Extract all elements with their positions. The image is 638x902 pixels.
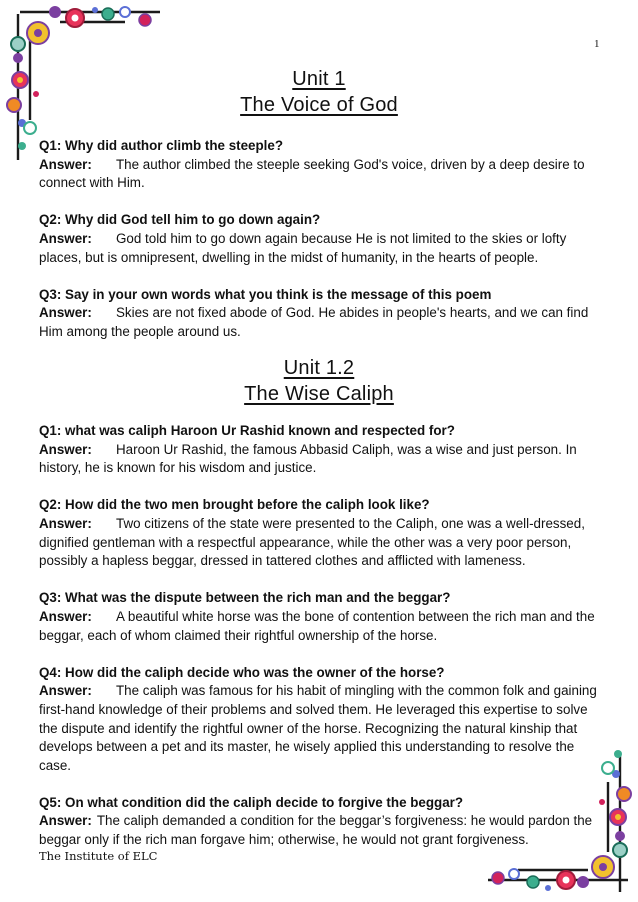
answer (39, 441, 599, 478)
answer-text: Skies are not fixed abode of God. He abides in people's hearts, and we can find Him among the people around us. (39, 305, 589, 339)
answer-label: Answer: (39, 156, 92, 172)
question: Q3: What was the dispute between the rich man and the beggar? (39, 590, 451, 606)
question: Q2: Why did God tell him to go down again? (39, 212, 321, 228)
qa-item (39, 137, 599, 193)
qa-item (39, 664, 599, 776)
answer-label: Answer: (39, 813, 92, 829)
answer-label: Answer: (39, 683, 92, 699)
answer-text: God told him to go down again because He is not limited to the skies or lofty places, but is omnipresent, dwelling in the midst of humanity, in the hearts of people. (39, 230, 567, 265)
answer-label: Answer: (39, 230, 92, 246)
unit1-title: The Voice of God (240, 94, 398, 116)
unit2-title: The Wise Caliph (244, 383, 394, 405)
answer-label: Answer: (39, 608, 92, 624)
unit1-qa-section (39, 137, 599, 360)
answer (39, 304, 599, 341)
answer-label: Answer: (39, 305, 92, 321)
question: Q4: How did the caliph decide who was the owner of the horse? (39, 664, 445, 680)
qa-item (39, 794, 599, 850)
page-number: 1 (594, 38, 600, 50)
question: Q2: How did the two men brought before the caliph look like? (39, 497, 430, 513)
question: Q5: On what condition did the caliph decide to forgive the beggar? (39, 794, 464, 810)
qa-item (39, 422, 599, 478)
answer-label: Answer: (39, 441, 92, 457)
answer-text: The caliph demanded a condition for the beggar’s forgiveness: he would pardon the beggar only if the rich man forgave him; otherwise, he would not grant forgiveness. (39, 813, 593, 848)
unit2-heading (0, 355, 638, 407)
unit2-number: Unit 1.2 (283, 357, 355, 379)
answer (39, 608, 599, 645)
footer-institute: The Institute of ELC (39, 849, 158, 863)
question: Q1: Why did author climb the steeple? (39, 138, 284, 153)
qa-item (39, 496, 599, 570)
qa-item (39, 286, 599, 342)
answer-label: Answer: (39, 515, 92, 531)
answer (39, 230, 599, 267)
answer (39, 682, 599, 775)
answer (39, 515, 599, 571)
qa-item (39, 589, 599, 645)
answer (39, 812, 599, 849)
qa-item (39, 211, 599, 267)
unit1-heading (0, 66, 638, 118)
answer-text: Two citizens of the state were presented to the Caliph, one was a well-dressed, dignified gentleman with a respectful appearance, while the other was a very poor person, possibly a hapless beggar, dressed in tattered clothes and afflicted with lameness. (39, 515, 585, 569)
unit2-qa-section (39, 422, 599, 868)
answer-text: A beautiful white horse was the bone of contention between the rich man and the beggar, each of whom claimed their rightful ownership of the horse. (39, 608, 595, 643)
answer-text: The caliph was famous for his habit of mingling with the common folk and gaining first-hand knowledge of their problems and solved them. He leveraged this expertise to solve the dispute and identify the rightful owner of the horse. Recognizing the natural kinship that develops between a pet and its master, he wisely applied this understanding to resolve the case. (39, 683, 597, 773)
answer (39, 156, 599, 193)
unit1-number: Unit 1 (292, 68, 346, 90)
answer-text: The author climbed the steeple seeking God's voice, driven by a deep desire to connect with Him. (39, 156, 585, 191)
answer-text: Haroon Ur Rashid, the famous Abbasid Caliph, was a wise and just person. In history, he is known for his wisdom and justice. (39, 441, 577, 476)
question: Q1: what was caliph Haroon Ur Rashid known and respected for? (39, 423, 455, 438)
question: Q3: Say in your own words what you think is the message of this poem (39, 286, 492, 302)
